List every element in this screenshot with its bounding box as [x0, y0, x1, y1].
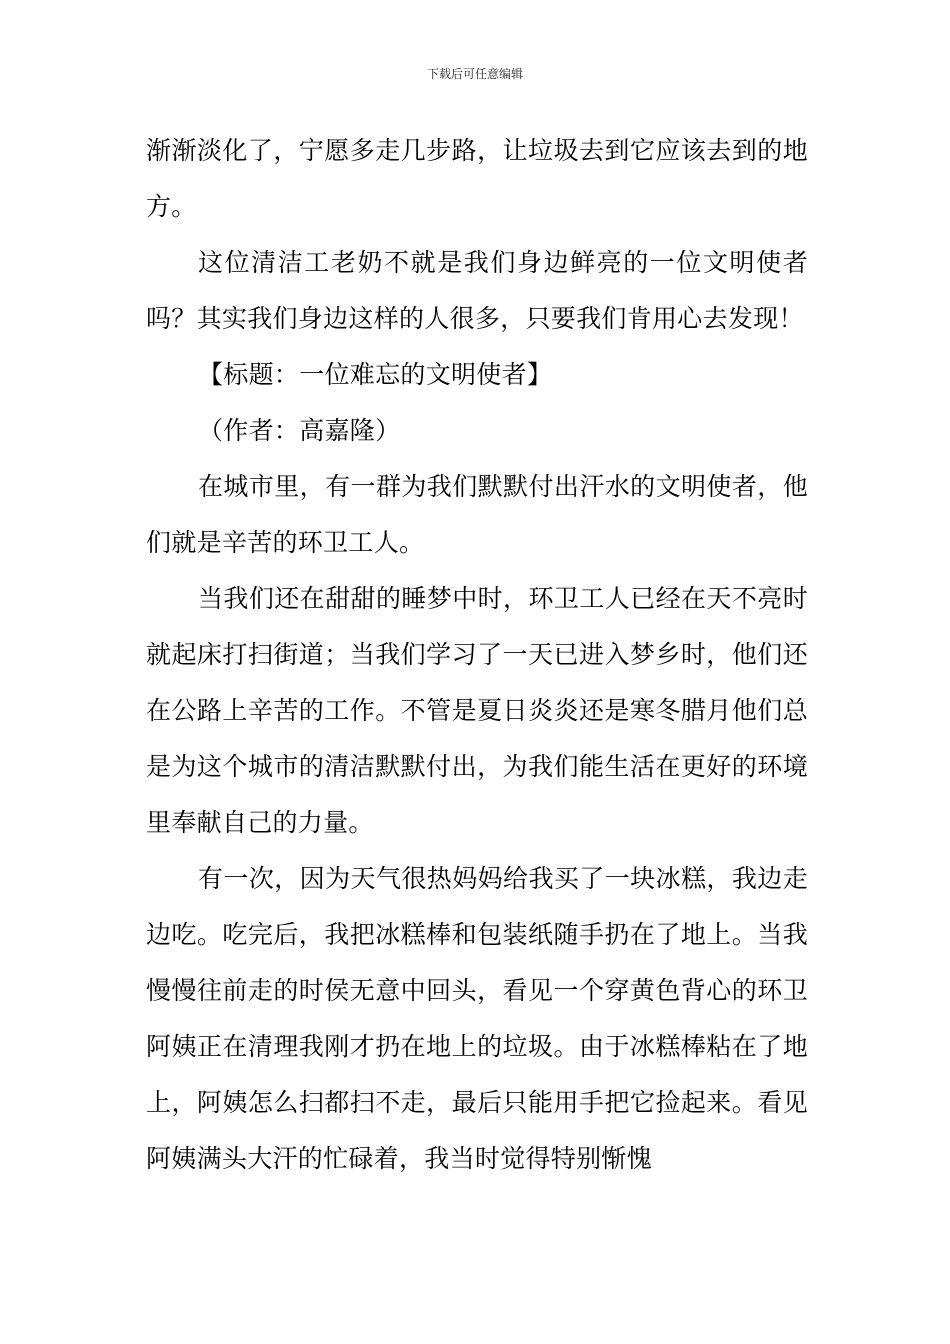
- article-title: 【标题：一位难忘的文明使者】: [198, 360, 553, 389]
- paragraph: 在城市里，有一群为我们默默付出汗水的文明使者，他们就是辛苦的环卫工人。: [146, 472, 808, 557]
- article-author: （作者：高嘉隆）: [198, 416, 401, 445]
- page-header: 下载后可任意编辑: [426, 67, 523, 81]
- paragraph: 这位清洁工老奶不就是我们身边鲜亮的一位文明使者吗？其实我们身边这样的人很多，只要我们肯用心去发现！: [146, 248, 808, 333]
- paragraph: 当我们还在甜甜的睡梦中时，环卫工人已经在天不亮时就起床打扫街道；当我们学习了一天已进入梦乡时，他们还在公路上辛苦的工作。不管是夏日炎炎还是寒冬腊月他们总是为这个城市的清洁默默付出，为我们能生活在更好的环境里奉献自己的力量。: [146, 584, 808, 837]
- paragraph: 有一次，因为天气很热妈妈给我买了一块冰糕，我边走边吃。吃完后，我把冰糕棒和包装纸随手扔在了地上。当我慢慢往前走的时侯无意中回头，看见一个穿黄色背心的环卫阿姨正在清理我刚才扔在地上的垃圾。由于冰糕棒粘在了地上，阿姨怎么扫都扫不走，最后只能用手把它捡起来。看见阿姨满头大汗的忙碌着，我当时觉得特别惭愧: [146, 864, 808, 1173]
- paragraph: 渐渐淡化了，宁愿多走几步路，让垃圾去到它应该去到的地方。: [146, 136, 808, 221]
- document-body: [146, 123, 808, 1187]
